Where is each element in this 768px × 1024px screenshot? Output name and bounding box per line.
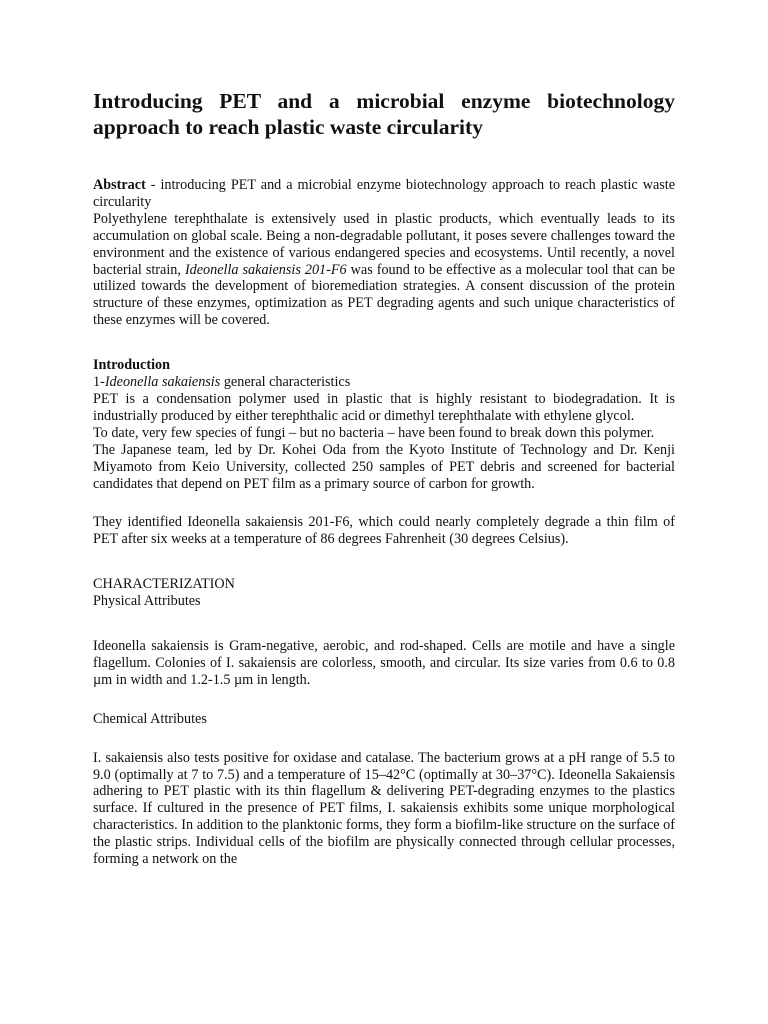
introduction-paragraph-3: The Japanese team, led by Dr. Kohei Oda from the Kyoto Institute of Technology and Dr. Kenji Miyamoto from Keio University, collected 250 samples of PET debris and screened for bacterial candidates that depend on PET film as a primary source of carbon for growth.	[93, 441, 675, 492]
introduction-paragraph-1: PET is a condensation polymer used in plastic that is highly resistant to biodegradation. It is industrially produced by either terephthalic acid or dimethyl terephthalate with ethylene glycol.	[93, 390, 675, 424]
chemical-attributes-heading: Chemical Attributes	[93, 710, 207, 727]
abstract-intro	[93, 177, 675, 211]
introduction-paragraph-2: To date, very few species of fungi – but no bacteria – have been found to break down this polymer.	[93, 424, 655, 441]
document-title: Introducing PET and a microbial enzyme biotechnology approach to reach plastic waste circularity	[93, 89, 675, 139]
physical-attributes-text: Ideonella sakaiensis is Gram-negative, aerobic, and rod-shaped. Cells are motile and have a single flagellum. Colonies of I. sakaiensis are colorless, smooth, and circular. Its size varies from 0.6 to 0.8 µm in width and 1.2-1.5 µm in length.	[93, 638, 675, 688]
introduction-paragraph-4: They identified Ideonella sakaiensis 201-F6, which could nearly completely degrade a thin film of PET after six weeks at a temperature of 86 degrees Fahrenheit (30 degrees Celsius).	[93, 514, 675, 548]
abstract-lead: - introducing PET and a microbial enzyme biotechnology approach to reach plastic waste circularity	[93, 177, 675, 210]
spacer	[93, 689, 675, 711]
abstract-strain-name: Ideonella sakaiensis 201-F6	[184, 261, 347, 278]
introduction-heading: Introduction	[93, 357, 170, 374]
document-body	[93, 177, 675, 868]
spacer	[93, 548, 675, 576]
abstract-label: Abstract	[93, 177, 146, 193]
introduction-species: Ideonella sakaiensis	[104, 374, 221, 391]
characterization-heading: CHARACTERIZATION	[93, 576, 235, 593]
introduction-subheading: 1-Ideonella sakaiensis general characteristics	[93, 374, 351, 391]
spacer	[93, 492, 675, 514]
chemical-attributes-text: I. sakaiensis also tests positive for oxidase and catalase. The bacterium grows at a pH range of 5.5 to 9.0 (optimally at 7 to 7.5) and a temperature of 15–42°C (optimally at 30–37°C). Ideonella Sakaiensis adhering to PET plastic with its thin flagellum & delivering PET-degrading enzymes to the plastics surface. If cultured in the presence of PET films, I. sakaiensis exhibits some unique morphological characteristics. In addition to the planktonic forms, they form a biofilm-like structure on the surface of the plastic strips. Individual cells of the biofilm are physically connected through cellular processes, forming a network on the	[93, 749, 675, 868]
abstract-text-a: Polyethylene terephthalate is extensively used in plastic products, which eventually leads to its accumulation on global scale. Being a non-degradable pollutant, it poses severe challenges toward the environment and the existence of various endangered species and ecosystems. Until recently, a novel bacterial strain,	[93, 210, 675, 278]
spacer	[93, 329, 675, 357]
spacer	[93, 728, 675, 750]
abstract-paragraph	[93, 211, 675, 329]
abstract-text-b: was found to be effective as a molecular tool that can be utilized towards the development of bioremediation strategies. A consent discussion of the protein structure of these enzymes, optimization as PET degrading agents and such unique characteristics of these enzymes will be covered.	[93, 261, 676, 329]
spacer	[93, 610, 675, 638]
physical-attributes-heading: Physical Attributes	[93, 593, 201, 610]
